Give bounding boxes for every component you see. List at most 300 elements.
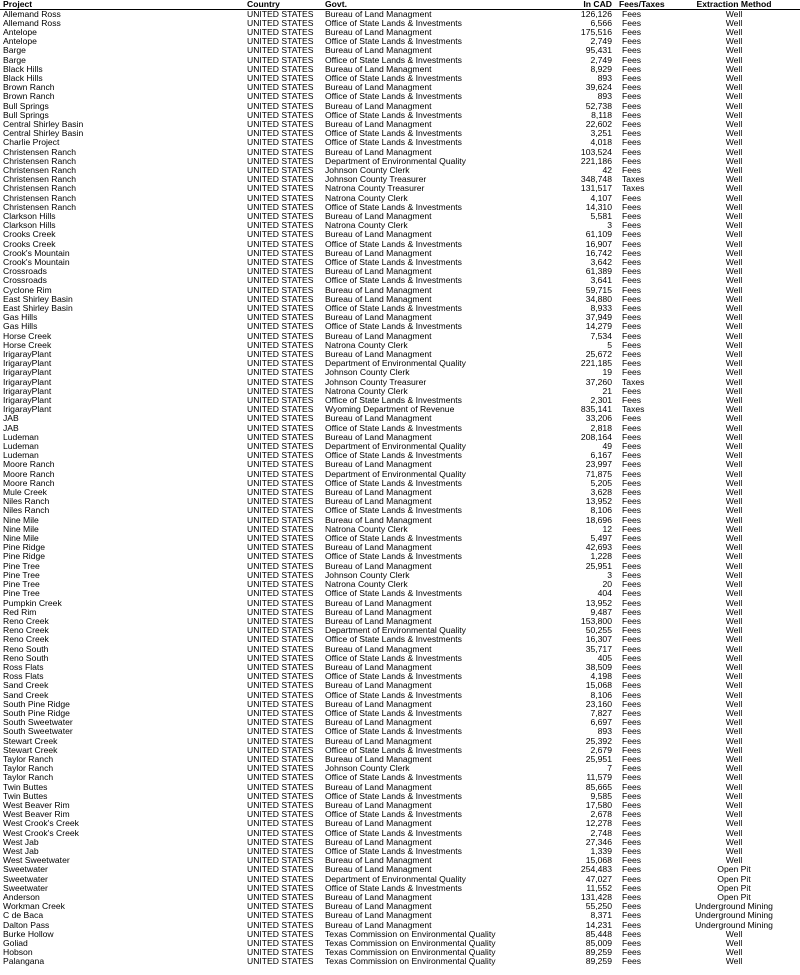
fees-taxes-cell: Fees [622,396,642,406]
fees-taxes-cell: Fees [622,276,642,286]
table-row [0,571,800,580]
country-cell: UNITED STATES [247,211,314,221]
govt-cell: Bureau of Land Managment [325,83,432,93]
in-cad-cell: 8,929 [590,64,612,74]
govt-cell: Office of State Lands & Investments [325,276,462,286]
country-cell: UNITED STATES [247,920,314,930]
extraction-method-cell: Well [725,708,743,718]
country-cell: UNITED STATES [247,764,314,774]
extraction-method-cell: Well [725,257,743,267]
country-cell: UNITED STATES [247,202,314,212]
country-cell: UNITED STATES [247,405,314,415]
fees-taxes-cell: Fees [622,552,642,562]
govt-cell: Office of State Lands & Investments [325,110,462,120]
in-cad-cell: 2,749 [590,37,612,47]
table-row [0,691,800,700]
in-cad-cell: 9,585 [590,791,612,801]
table-row [0,28,800,37]
project-cell: South Sweetwater [3,718,73,728]
fees-taxes-cell: Fees [622,64,642,74]
table-row [0,589,800,598]
country-cell: UNITED STATES [247,810,314,820]
fees-taxes-cell: Fees [622,699,642,709]
fees-taxes-cell: Fees [622,488,642,498]
country-cell: UNITED STATES [247,322,314,332]
table-row [0,663,800,672]
country-cell: UNITED STATES [247,460,314,470]
govt-cell: Office of State Lands & Investments [325,18,462,28]
extraction-method-cell: Well [725,239,743,249]
fees-taxes-cell: Fees [622,515,642,525]
govt-cell: Bureau of Land Managment [325,101,432,111]
govt-cell: Johnson County Clerk [325,368,410,378]
in-cad-cell: 3,641 [590,276,612,286]
in-cad-cell: 2,678 [590,810,612,820]
fees-taxes-cell: Fees [622,506,642,516]
table-row [0,387,800,396]
country-cell: UNITED STATES [247,451,314,461]
govt-cell: Bureau of Land Managment [325,285,432,295]
table-row [0,525,800,534]
fees-taxes-cell: Fees [622,138,642,148]
project-cell: Gas Hills [3,313,38,323]
fees-taxes-cell: Fees [622,911,642,921]
table-row [0,626,800,635]
table-row [0,599,800,608]
project-cell: West Jab [3,837,39,847]
in-cad-cell: 85,448 [585,929,612,939]
project-cell: IrigarayPlant [3,396,52,406]
table-row [0,709,800,718]
project-cell: Moore Ranch [3,469,55,479]
govt-cell: Bureau of Land Managment [325,488,432,498]
fees-taxes-cell: Fees [622,432,642,442]
project-cell: Ludeman [3,442,39,452]
country-cell: UNITED STATES [247,414,314,424]
table-row [0,875,800,884]
project-cell: Cyclone Rim [3,285,52,295]
project-cell: IrigarayPlant [3,377,52,387]
govt-cell: Bureau of Land Managment [325,147,432,157]
fees-taxes-cell: Fees [622,55,642,65]
in-cad-cell: 5,497 [590,534,612,544]
fees-taxes-cell: Fees [622,322,642,332]
fees-taxes-cell: Fees [622,681,642,691]
govt-cell: Office of State Lands & Investments [325,745,462,755]
table-row [0,506,800,515]
table-row [0,773,800,782]
govt-cell: Johnson County Clerk [325,764,410,774]
extraction-method-cell: Well [725,662,743,672]
country-cell: UNITED STATES [247,165,314,175]
govt-cell: Bureau of Land Managment [325,350,432,360]
project-cell: Horse Creek [3,340,52,350]
extraction-method-cell: Well [725,73,743,83]
fees-taxes-cell: Fees [622,165,642,175]
country-cell: UNITED STATES [247,745,314,755]
in-cad-cell: 89,259 [585,957,612,967]
fees-taxes-cell: Fees [622,819,642,829]
in-cad-cell: 22,602 [585,119,612,129]
country-cell: UNITED STATES [247,681,314,691]
in-cad-cell: 893 [597,727,612,737]
govt-cell: Bureau of Land Managment [325,782,432,792]
fees-taxes-cell: Fees [622,570,642,580]
extraction-method-cell: Open Pit [717,883,751,893]
in-cad-cell: 15,068 [585,681,612,691]
project-cell: Sand Creek [3,690,49,700]
extraction-method-cell: Well [725,745,743,755]
country-cell: UNITED STATES [247,754,314,764]
extraction-method-cell: Well [725,396,743,406]
in-cad-cell: 52,738 [585,101,612,111]
fees-taxes-cell: Fees [622,211,642,221]
project-cell: Brown Ranch [3,92,55,102]
fees-taxes-cell: Fees [622,46,642,56]
in-cad-cell: 38,509 [585,662,612,672]
country-cell: UNITED STATES [247,101,314,111]
project-cell: Nine Mile [3,524,39,534]
govt-cell: Office of State Lands & Investments [325,791,462,801]
table-row [0,801,800,810]
extraction-method-cell: Well [725,267,743,277]
table-row [0,396,800,405]
extraction-method-cell: Well [725,810,743,820]
country-cell: UNITED STATES [247,129,314,139]
in-cad-cell: 8,371 [590,911,612,921]
govt-cell: Bureau of Land Managment [325,607,432,617]
country-cell: UNITED STATES [247,718,314,728]
fees-taxes-cell: Fees [622,129,642,139]
govt-cell: Office of State Lands & Investments [325,138,462,148]
country-cell: UNITED STATES [247,138,314,148]
project-cell: Burke Hollow [3,929,54,939]
fees-taxes-cell: Fees [622,524,642,534]
extraction-method-cell: Well [725,46,743,56]
country-cell: UNITED STATES [247,285,314,295]
fees-taxes-cell: Fees [622,119,642,129]
govt-cell: Office of State Lands & Investments [325,423,462,433]
extraction-method-cell: Well [725,423,743,433]
govt-cell: Bureau of Land Managment [325,856,432,866]
country-cell: UNITED STATES [247,147,314,157]
in-cad-cell: 19 [602,368,612,378]
govt-cell: Texas Commission on Environmental Quality [325,948,496,958]
fees-taxes-cell: Fees [622,754,642,764]
fees-taxes-cell: Fees [622,442,642,452]
extraction-method-cell: Well [725,92,743,102]
project-cell: Reno Creek [3,635,49,645]
extraction-method-cell: Well [725,175,743,185]
country-cell: UNITED STATES [247,488,314,498]
country-cell: UNITED STATES [247,791,314,801]
govt-cell: Office of State Lands & Investments [325,73,462,83]
project-cell: Workman Creek [3,902,65,912]
table-row [0,479,800,488]
country-cell: UNITED STATES [247,469,314,479]
extraction-method-cell: Well [725,635,743,645]
country-cell: UNITED STATES [247,396,314,406]
govt-cell: Bureau of Land Managment [325,46,432,56]
fees-taxes-cell: Fees [622,718,642,728]
country-cell: UNITED STATES [247,856,314,866]
govt-cell: Office of State Lands & Investments [325,534,462,544]
country-cell: UNITED STATES [247,773,314,783]
table-row [0,516,800,525]
extraction-method-cell: Well [725,672,743,682]
country-cell: UNITED STATES [247,37,314,47]
table-row [0,405,800,414]
in-cad-cell: 14,279 [585,322,612,332]
in-cad-cell: 59,715 [585,285,612,295]
table-row [0,378,800,387]
govt-cell: Bureau of Land Managment [325,699,432,709]
in-cad-cell: 3 [607,221,612,231]
table-row [0,488,800,497]
country-cell: UNITED STATES [247,83,314,93]
extraction-method-cell: Well [725,119,743,129]
govt-cell: Texas Commission on Environmental Quality [325,939,496,949]
extraction-method-cell: Well [725,377,743,387]
country-cell: UNITED STATES [247,782,314,792]
extraction-method-cell: Well [725,368,743,378]
fees-taxes-cell: Fees [622,902,642,912]
table-row [0,138,800,147]
project-cell: Pine Tree [3,580,40,590]
fees-taxes-cell: Fees [622,202,642,212]
fees-taxes-cell: Fees [622,598,642,608]
country-cell: UNITED STATES [247,350,314,360]
fees-taxes-cell: Fees [622,939,642,949]
fees-taxes-cell: Fees [622,837,642,847]
fees-taxes-cell: Fees [622,708,642,718]
country-cell: UNITED STATES [247,267,314,277]
country-cell: UNITED STATES [247,193,314,203]
fees-taxes-cell: Fees [622,957,642,967]
country-cell: UNITED STATES [247,368,314,378]
govt-cell: Department of Environmental Quality [325,359,466,369]
fees-taxes-cell: Fees [622,451,642,461]
project-cell: Moore Ranch [3,478,55,488]
govt-cell: Office of State Lands & Investments [325,129,462,139]
project-cell: Pine Tree [3,589,40,599]
table-row [0,718,800,727]
in-cad-cell: 49 [602,442,612,452]
project-cell: Nine Mile [3,534,39,544]
country-cell: UNITED STATES [247,515,314,525]
project-cell: JAB [3,414,19,424]
govt-cell: Bureau of Land Managment [325,515,432,525]
country-cell: UNITED STATES [247,589,314,599]
project-cell: Reno South [3,653,49,663]
govt-cell: Office of State Lands & Investments [325,451,462,461]
table-row [0,810,800,819]
extraction-method-cell: Well [725,322,743,332]
govt-cell: Office of State Lands & Investments [325,322,462,332]
table-row [0,359,800,368]
in-cad-cell: 3,628 [590,488,612,498]
extraction-method-cell: Well [725,939,743,949]
country-cell: UNITED STATES [247,175,314,185]
country-cell: UNITED STATES [247,616,314,626]
country-cell: UNITED STATES [247,598,314,608]
extraction-method-cell: Well [725,285,743,295]
govt-cell: Natrona County Treasurer [325,184,425,194]
govt-cell: Office of State Lands & Investments [325,55,462,65]
in-cad-cell: 71,875 [585,469,612,479]
govt-cell: Bureau of Land Managment [325,718,432,728]
fees-taxes-cell: Fees [622,193,642,203]
extraction-method-cell: Well [725,27,743,37]
govt-cell: Bureau of Land Managment [325,819,432,829]
project-cell: Ross Flats [3,662,44,672]
govt-cell: Office of State Lands & Investments [325,239,462,249]
extraction-method-cell: Well [725,699,743,709]
extraction-method-cell: Well [725,83,743,93]
country-cell: UNITED STATES [247,644,314,654]
extraction-method-cell: Well [725,386,743,396]
extraction-method-cell: Well [725,856,743,866]
table-row [0,838,800,847]
in-cad-cell: 5,205 [590,478,612,488]
govt-cell: Department of Environmental Quality [325,469,466,479]
project-cell: Gas Hills [3,322,38,332]
table-row [0,497,800,506]
table-row [0,313,800,322]
table-row [0,534,800,543]
extraction-method-cell: Well [725,727,743,737]
in-cad-cell: 17,580 [585,800,612,810]
in-cad-cell: 25,392 [585,736,612,746]
project-cell: West Crook's Creek [3,828,79,838]
fees-taxes-cell: Fees [622,331,642,341]
in-cad-cell: 2,818 [590,423,612,433]
country-cell: UNITED STATES [247,534,314,544]
fees-taxes-cell: Fees [622,368,642,378]
table-row [0,184,800,193]
project-cell: East Shirley Basin [3,294,73,304]
extraction-method-cell: Well [725,9,743,19]
in-cad-cell: 25,951 [585,561,612,571]
govt-cell: Bureau of Land Managment [325,561,432,571]
table-row [0,65,800,74]
table-row [0,424,800,433]
govt-cell: Bureau of Land Managment [325,920,432,930]
table-row [0,295,800,304]
country-cell: UNITED STATES [247,690,314,700]
fees-taxes-cell: Fees [622,644,642,654]
in-cad-cell: 2,748 [590,828,612,838]
fees-taxes-cell: Fees [622,230,642,240]
table-row [0,819,800,828]
project-cell: Niles Ranch [3,506,50,516]
govt-cell: Natrona County Clerk [325,193,408,203]
header-fees-taxes: Fees/Taxes [616,0,668,9]
country-cell: UNITED STATES [247,248,314,258]
in-cad-cell: 50,255 [585,626,612,636]
table-row [0,617,800,626]
extraction-method-cell: Well [725,837,743,847]
extraction-method-cell: Well [725,451,743,461]
fees-taxes-cell: Fees [622,92,642,102]
extraction-method-cell: Well [725,350,743,360]
govt-cell: Bureau of Land Managment [325,64,432,74]
project-cell: Bull Springs [3,110,49,120]
project-cell: Antelope [3,37,37,47]
fees-taxes-cell: Fees [622,350,642,360]
fees-taxes-cell: Fees [622,773,642,783]
extraction-method-cell: Well [725,202,743,212]
govt-cell: Department of Environmental Quality [325,874,466,884]
extraction-method-cell: Well [725,156,743,166]
country-cell: UNITED STATES [247,662,314,672]
in-cad-cell: 42,693 [585,543,612,553]
country-cell: UNITED STATES [247,239,314,249]
govt-cell: Office of State Lands & Investments [325,635,462,645]
extraction-method-cell: Open Pit [717,865,751,875]
country-cell: UNITED STATES [247,865,314,875]
extraction-method-cell: Well [725,331,743,341]
project-cell: Nine Mile [3,515,39,525]
project-cell: Clarkson Hills [3,221,56,231]
extraction-method-cell: Well [725,129,743,139]
in-cad-cell: 9,487 [590,607,612,617]
extraction-method-cell: Well [725,37,743,47]
extraction-method-cell: Well [725,506,743,516]
govt-cell: Office of State Lands & Investments [325,846,462,856]
extraction-method-cell: Well [725,304,743,313]
in-cad-cell: 208,164 [580,432,612,442]
project-cell: Anderson [3,893,40,902]
extraction-method-cell: Well [725,110,743,120]
country-cell: UNITED STATES [247,92,314,102]
project-cell: IrigarayPlant [3,386,52,396]
fees-taxes-cell: Fees [622,607,642,617]
govt-cell: Natrona County Clerk [325,340,408,350]
fees-taxes-cell: Fees [622,893,642,902]
fees-taxes-cell: Fees [622,874,642,884]
country-cell: UNITED STATES [247,635,314,645]
in-cad-cell: 6,697 [590,718,612,728]
country-cell: UNITED STATES [247,386,314,396]
extraction-method-cell: Well [725,626,743,636]
govt-cell: Office of State Lands & Investments [325,828,462,838]
project-cell: West Sweetwater [3,856,70,866]
table-row [0,764,800,773]
fees-taxes-cell: Fees [622,285,642,295]
in-cad-cell: 18,696 [585,515,612,525]
govt-cell: Johnson County Treasurer [325,377,427,387]
project-cell: Goliad [3,939,28,949]
govt-cell: Texas Commission on Environmental Quality [325,957,496,967]
govt-cell: Bureau of Land Managment [325,497,432,507]
country-cell: UNITED STATES [247,800,314,810]
fees-taxes-cell: Fees [622,948,642,958]
in-cad-cell: 8,933 [590,304,612,313]
table-row [0,332,800,341]
country-cell: UNITED STATES [247,27,314,37]
in-cad-cell: 103,524 [580,147,612,157]
extraction-method-cell: Well [725,147,743,157]
table-row [0,608,800,617]
table-row [0,543,800,552]
govt-cell: Bureau of Land Managment [325,754,432,764]
fees-taxes-cell: Fees [622,727,642,737]
project-cell: Christensen Ranch [3,184,77,194]
govt-cell: Bureau of Land Managment [325,911,432,921]
country-cell: UNITED STATES [247,699,314,709]
table-row [0,276,800,285]
